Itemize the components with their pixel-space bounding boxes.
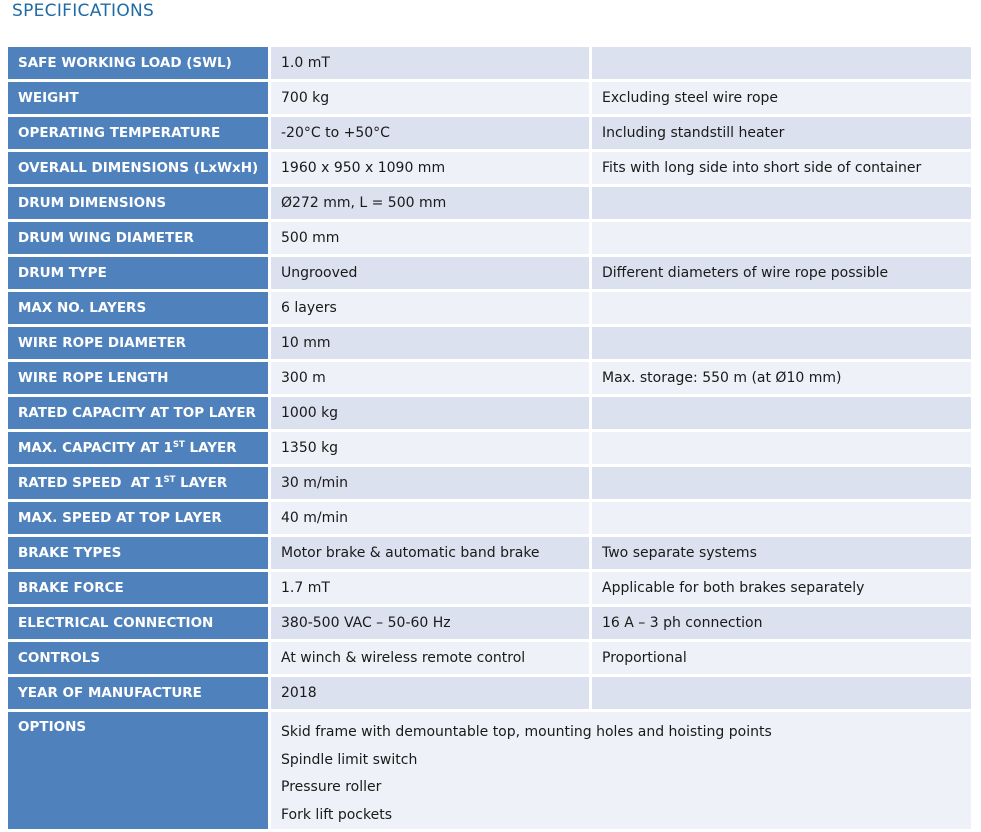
- spec-value: 1960 x 950 x 1090 mm: [271, 152, 592, 187]
- option-item: Spindle limit switch: [281, 751, 418, 768]
- spec-row-overall-dimensions: [8, 152, 974, 187]
- option-item: Pressure roller: [281, 779, 382, 795]
- spec-note: Proportional: [592, 642, 974, 677]
- spec-note: [592, 397, 974, 432]
- label-text: LAYER: [175, 475, 228, 491]
- spec-value: Ø272 mm, L = 500 mm: [271, 187, 592, 222]
- spec-label: CONTROLS: [8, 642, 271, 677]
- options-list: [271, 712, 974, 832]
- specifications-table: [8, 47, 974, 832]
- spec-row-drum-dimensions: [8, 187, 974, 222]
- spec-value: 300 m: [271, 362, 592, 397]
- spec-row-drum-type: [8, 257, 974, 292]
- spec-label: OVERALL DIMENSIONS (LxWxH): [8, 152, 271, 187]
- spec-value: At winch & wireless remote control: [271, 642, 592, 677]
- spec-label: DRUM DIMENSIONS: [8, 187, 271, 222]
- spec-value: 6 layers: [271, 292, 592, 327]
- spec-row-swl: [8, 47, 974, 82]
- spec-label: BRAKE FORCE: [8, 572, 271, 607]
- spec-note: Max. storage: 550 m (at Ø10 mm): [592, 362, 974, 397]
- spec-note: [592, 222, 974, 257]
- spec-label: [8, 467, 271, 502]
- label-text: RATED SPEED AT 1: [18, 475, 164, 491]
- spec-label: BRAKE TYPES: [8, 537, 271, 572]
- spec-value: Motor brake & automatic band brake: [271, 537, 592, 572]
- spec-value: 700 kg: [271, 82, 592, 117]
- spec-note: Applicable for both brakes separately: [592, 572, 974, 607]
- spec-note: Different diameters of wire rope possible: [592, 257, 974, 292]
- spec-value: 30 m/min: [271, 467, 592, 502]
- spec-value: 380-500 VAC – 50-60 Hz: [271, 607, 592, 642]
- spec-row-controls: [8, 642, 974, 677]
- spec-row-rated-capacity-top-layer: [8, 397, 974, 432]
- spec-note: 16 A – 3 ph connection: [592, 607, 974, 642]
- label-superscript: ST: [163, 475, 176, 485]
- spec-row-max-layers: [8, 292, 974, 327]
- option-item: Skid frame with demountable top, mounting holes and hoisting points: [281, 724, 772, 740]
- spec-row-options: [8, 712, 974, 832]
- spec-note: [592, 292, 974, 327]
- spec-note: [592, 432, 974, 467]
- spec-row-weight: [8, 82, 974, 117]
- spec-label: RATED CAPACITY AT TOP LAYER: [8, 397, 271, 432]
- spec-row-wire-rope-length: [8, 362, 974, 397]
- spec-value: 1000 kg: [271, 397, 592, 432]
- spec-label: DRUM WING DIAMETER: [8, 222, 271, 257]
- spec-label: WIRE ROPE LENGTH: [8, 362, 271, 397]
- spec-note: Fits with long side into short side of container: [592, 152, 974, 187]
- spec-row-year-of-manufacture: [8, 677, 974, 712]
- spec-row-wire-rope-diameter: [8, 327, 974, 362]
- spec-value: 1.7 mT: [271, 572, 592, 607]
- spec-row-drum-wing-diameter: [8, 222, 974, 257]
- spec-label: OPTIONS: [8, 712, 271, 832]
- label-superscript: ST: [172, 440, 185, 450]
- spec-value: -20°C to +50°C: [271, 117, 592, 152]
- spec-note: Two separate systems: [592, 537, 974, 572]
- label-text: LAYER: [184, 440, 237, 456]
- spec-row-max-capacity-first-layer: [8, 432, 974, 467]
- spec-row-max-speed-top-layer: [8, 502, 974, 537]
- spec-row-brake-types: [8, 537, 974, 572]
- spec-label: MAX. SPEED AT TOP LAYER: [8, 502, 271, 537]
- spec-label: WEIGHT: [8, 82, 271, 117]
- page-title: SPECIFICATIONS: [12, 1, 155, 21]
- spec-note: Excluding steel wire rope: [592, 82, 974, 117]
- spec-note: [592, 677, 974, 712]
- spec-note: [592, 47, 974, 82]
- spec-row-rated-speed-first-layer: [8, 467, 974, 502]
- spec-note: [592, 187, 974, 222]
- label-text: MAX. CAPACITY AT 1: [18, 440, 173, 456]
- spec-label: YEAR OF MANUFACTURE: [8, 677, 271, 712]
- spec-label: WIRE ROPE DIAMETER: [8, 327, 271, 362]
- spec-note: [592, 467, 974, 502]
- spec-label: OPERATING TEMPERATURE: [8, 117, 271, 152]
- spec-value: 2018: [271, 677, 592, 712]
- spec-row-operating-temperature: [8, 117, 974, 152]
- spec-label: [8, 432, 271, 467]
- spec-note: [592, 327, 974, 362]
- spec-value: 1.0 mT: [271, 47, 592, 82]
- spec-value: 10 mm: [271, 327, 592, 362]
- spec-row-brake-force: [8, 572, 974, 607]
- spec-value: 40 m/min: [271, 502, 592, 537]
- spec-label: DRUM TYPE: [8, 257, 271, 292]
- spec-value: 1350 kg: [271, 432, 592, 467]
- spec-value: Ungrooved: [271, 257, 592, 292]
- spec-note: [592, 502, 974, 537]
- spec-label: MAX NO. LAYERS: [8, 292, 271, 327]
- spec-label: SAFE WORKING LOAD (SWL): [8, 47, 271, 82]
- spec-row-electrical-connection: [8, 607, 974, 642]
- spec-note: Including standstill heater: [592, 117, 974, 152]
- spec-value: 500 mm: [271, 222, 592, 257]
- spec-label: ELECTRICAL CONNECTION: [8, 607, 271, 642]
- option-item: Fork lift pockets: [281, 806, 392, 823]
